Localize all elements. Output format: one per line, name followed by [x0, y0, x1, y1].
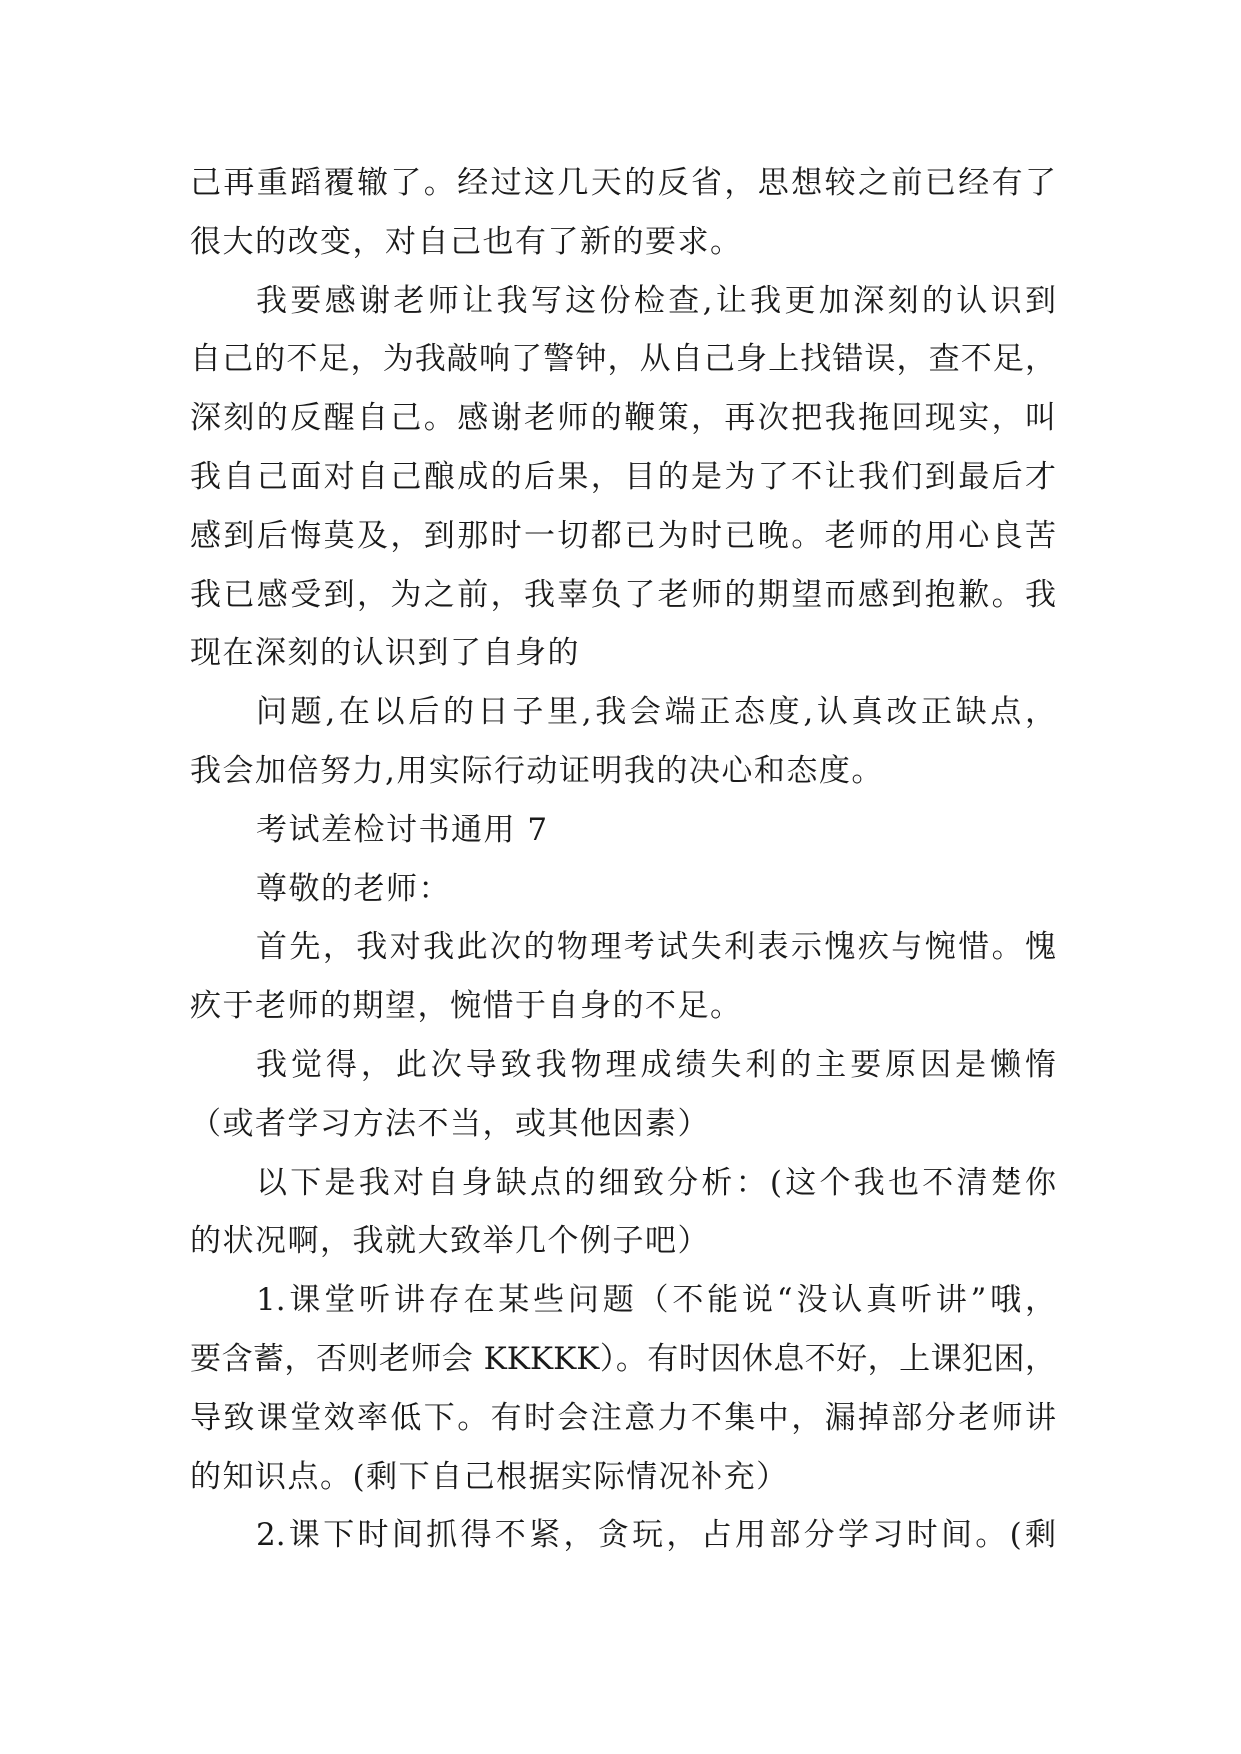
text-line: 要含蓄，否则老师会 KKKKK）。有时因休息不好，上课犯困， [190, 1340, 1056, 1377]
text-line: 疚于老师的期望，惋惜于自身的不足。 [190, 988, 743, 1025]
text-line: 我已感受到，为之前，我辜负了老师的期望而感到抱歉。我 [190, 576, 1056, 613]
text-line: 自己的不足，为我敲响了警钟，从自己身上找错误，查不足， [190, 341, 1056, 378]
text-line: 很大的改变，对自己也有了新的要求。 [190, 223, 743, 260]
paragraph-first-line: 我觉得，此次导致我物理成绩失利的主要原因是懒惰 [256, 1046, 1056, 1083]
text-line: 导致课堂效率低下。有时会注意力不集中，漏掉部分老师讲 [190, 1399, 1056, 1436]
paragraph-first-line: 以下是我对自身缺点的细致分析：(这个我也不清楚你 [256, 1164, 1056, 1201]
text-line: （或者学习方法不当，或其他因素） [190, 1105, 710, 1142]
text-line: 的知识点。(剩下自己根据实际情况补充） [190, 1458, 789, 1495]
salutation: 尊敬的老师： [256, 870, 451, 907]
section-heading: 考试差检讨书通用 7 [256, 811, 549, 848]
text-line: 感到后悔莫及，到那时一切都已为时已晚。老师的用心良苦 [190, 517, 1056, 554]
text-line: 深刻的反醒自己。感谢老师的鞭策，再次把我拖回现实，叫 [190, 400, 1056, 437]
text-line: 现在深刻的认识到了自身的 [190, 635, 580, 672]
text-line: 我会加倍努力,用实际行动证明我的决心和态度。 [190, 752, 884, 789]
paragraph-first-line: 问题,在以后的日子里,我会端正态度,认真改正缺点， [256, 694, 1056, 731]
paragraph-first-line: 首先，我对我此次的物理考试失利表示愧疚与惋惜。愧 [256, 929, 1056, 966]
list-item-first-line: 2.课下时间抓得不紧，贪玩，占用部分学习时间。(剩 [256, 1517, 1056, 1554]
document-body [190, 154, 1056, 1565]
text-line: 己再重蹈覆辙了。经过这几天的反省，思想较之前已经有了 [190, 165, 1056, 201]
text-line: 我自己面对自己酿成的后果，目的是为了不让我们到最后才 [190, 458, 1056, 495]
list-item-first-line: 1.课堂听讲存在某些问题（不能说“没认真听讲”哦， [256, 1282, 1056, 1319]
text-line: 的状况啊，我就大致举几个例子吧） [190, 1223, 710, 1260]
paragraph-first-line: 我要感谢老师让我写这份检查,让我更加深刻的认识到 [256, 282, 1056, 319]
